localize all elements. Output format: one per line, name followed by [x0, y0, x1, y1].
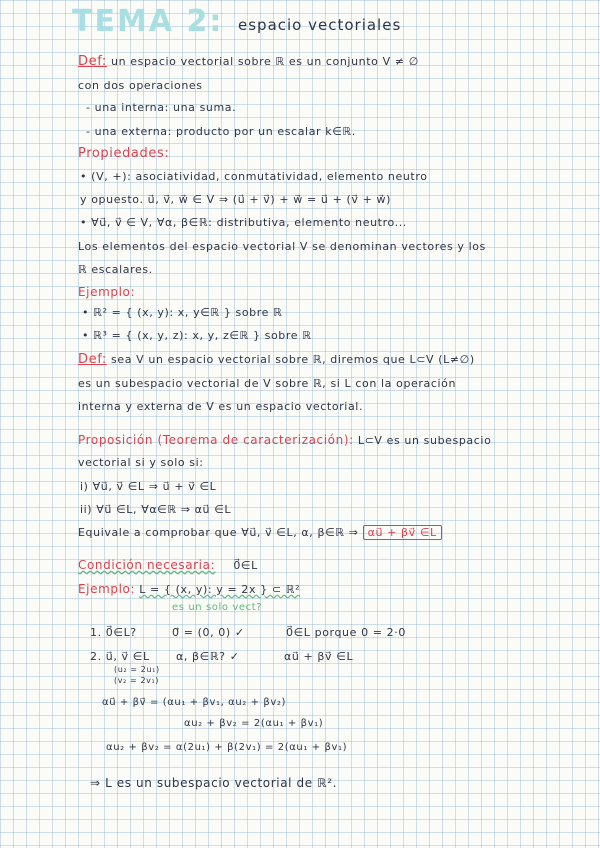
example-r3: • ℝ³ = { (x, y, z): x, y, z∈ℝ } sobre ℝ — [82, 329, 312, 342]
condition-i: i) ∀u⃗, v⃗ ∈L ⇒ u⃗ + v⃗ ∈L — [80, 480, 217, 493]
necessary-condition-label: Condición necesaria: — [78, 558, 216, 572]
proposition-line-2: vectorial si y solo si: — [78, 456, 204, 469]
operation-internal: - una interna: una suma. — [86, 101, 237, 114]
definition2-text: sea V un espacio vectorial sobre ℝ, diremos que L⊂V (L≠∅) — [111, 353, 475, 366]
property-2: • ∀u⃗, v⃗ ∈ V, ∀α, β∈ℝ: distributiva, elemento neutro... — [80, 216, 407, 229]
proposition-label: Proposición (Teorema de caracterización): — [78, 433, 354, 447]
step-2-scalars: α, β∈ℝ? ✓ — [176, 650, 240, 663]
definition2-line-1 — [78, 352, 475, 367]
definition2-label: Def: — [78, 352, 107, 367]
definition-label: Def: — [78, 54, 107, 69]
conclusion: ⇒ L es un subespacio vectorial de ℝ². — [90, 776, 338, 790]
definition2-line-3: interna y externa de V es un espacio vectorial. — [78, 400, 364, 413]
equation-2: αu₂ + βv₂ = 2(αu₁ + βv₁) — [184, 718, 324, 729]
necessary-condition — [78, 558, 258, 572]
page-title: TEMA 2: — [72, 4, 224, 39]
property-3a: Los elementos del espacio vectorial V se denominan vectores y los — [78, 240, 486, 253]
definition-line-1 — [78, 54, 419, 69]
definition-text: un espacio vectorial sobre ℝ es un conjunto V ≠ ∅ — [111, 55, 419, 68]
operation-external: - una externa: producto por un escalar k∈ℝ. — [86, 125, 356, 138]
property-1a: • (V, +): asociatividad, conmutatividad, elemento neutro — [80, 170, 428, 183]
example2-line — [78, 582, 300, 596]
equation-1: αu⃗ + βv⃗ = (αu₁ + βv₁, αu₂ + βv₂) — [102, 697, 287, 708]
step-1-zero: 0⃗ = (0, 0) ✓ — [172, 626, 245, 639]
condition-ii: ii) ∀u⃗ ∈L, ∀α∈ℝ ⇒ αu⃗ ∈L — [80, 503, 232, 516]
proposition-line-1 — [78, 433, 491, 447]
equivalence-text: Equivale a comprobar que ∀u⃗, v⃗ ∈L, α, β∈ℝ ⇒ — [78, 526, 359, 539]
necessary-condition-text: 0⃗∈L — [233, 559, 258, 572]
proposition-text: L⊂V es un subespacio — [357, 434, 492, 447]
equation-3: αu₂ + βv₂ = α(2u₁) + β(2v₁) = 2(αu₁ + βv₁) — [106, 742, 348, 753]
page-subtitle: espacio vectoriales — [238, 16, 402, 34]
example-label: Ejemplo: — [78, 285, 136, 299]
step-1-reason: 0⃗∈L porque 0 = 2·0 — [286, 626, 406, 639]
step-1-question: 1. 0⃗∈L? — [90, 626, 137, 639]
properties-heading: Propiedades: — [78, 146, 170, 161]
property-1b: y opuesto. u⃗, v⃗, w⃗ ∈ V ⇒ (u⃗ + v⃗) + w⃗ = u⃗ + (v⃗ + w⃗) — [80, 193, 391, 206]
example2-label: Ejemplo: — [78, 582, 136, 596]
example2-set: L = { (x, y): y = 2x } ⊂ ℝ² — [139, 583, 301, 596]
definition-line-2: con dos operaciones — [78, 79, 203, 92]
boxed-formula: αu⃗ + βv⃗ ∈L — [363, 525, 442, 540]
step-2-goal: αu⃗ + βv⃗ ∈L — [284, 650, 354, 663]
equivalence-line — [78, 525, 442, 540]
step-2-vectors: 2. u⃗, v⃗ ∈L — [90, 650, 150, 663]
property-3b: ℝ escalares. — [78, 263, 153, 276]
step-2-u-cond: (u₂ = 2u₁) — [114, 665, 160, 674]
definition2-line-2: es un subespacio vectorial de V sobre ℝ, si L con la operación — [78, 377, 457, 390]
margin-note: es un solo vect? — [172, 602, 263, 613]
step-2-v-cond: (v₂ = 2v₁) — [114, 676, 160, 685]
example-r2: • ℝ² = { (x, y): x, y∈ℝ } sobre ℝ — [82, 306, 283, 319]
